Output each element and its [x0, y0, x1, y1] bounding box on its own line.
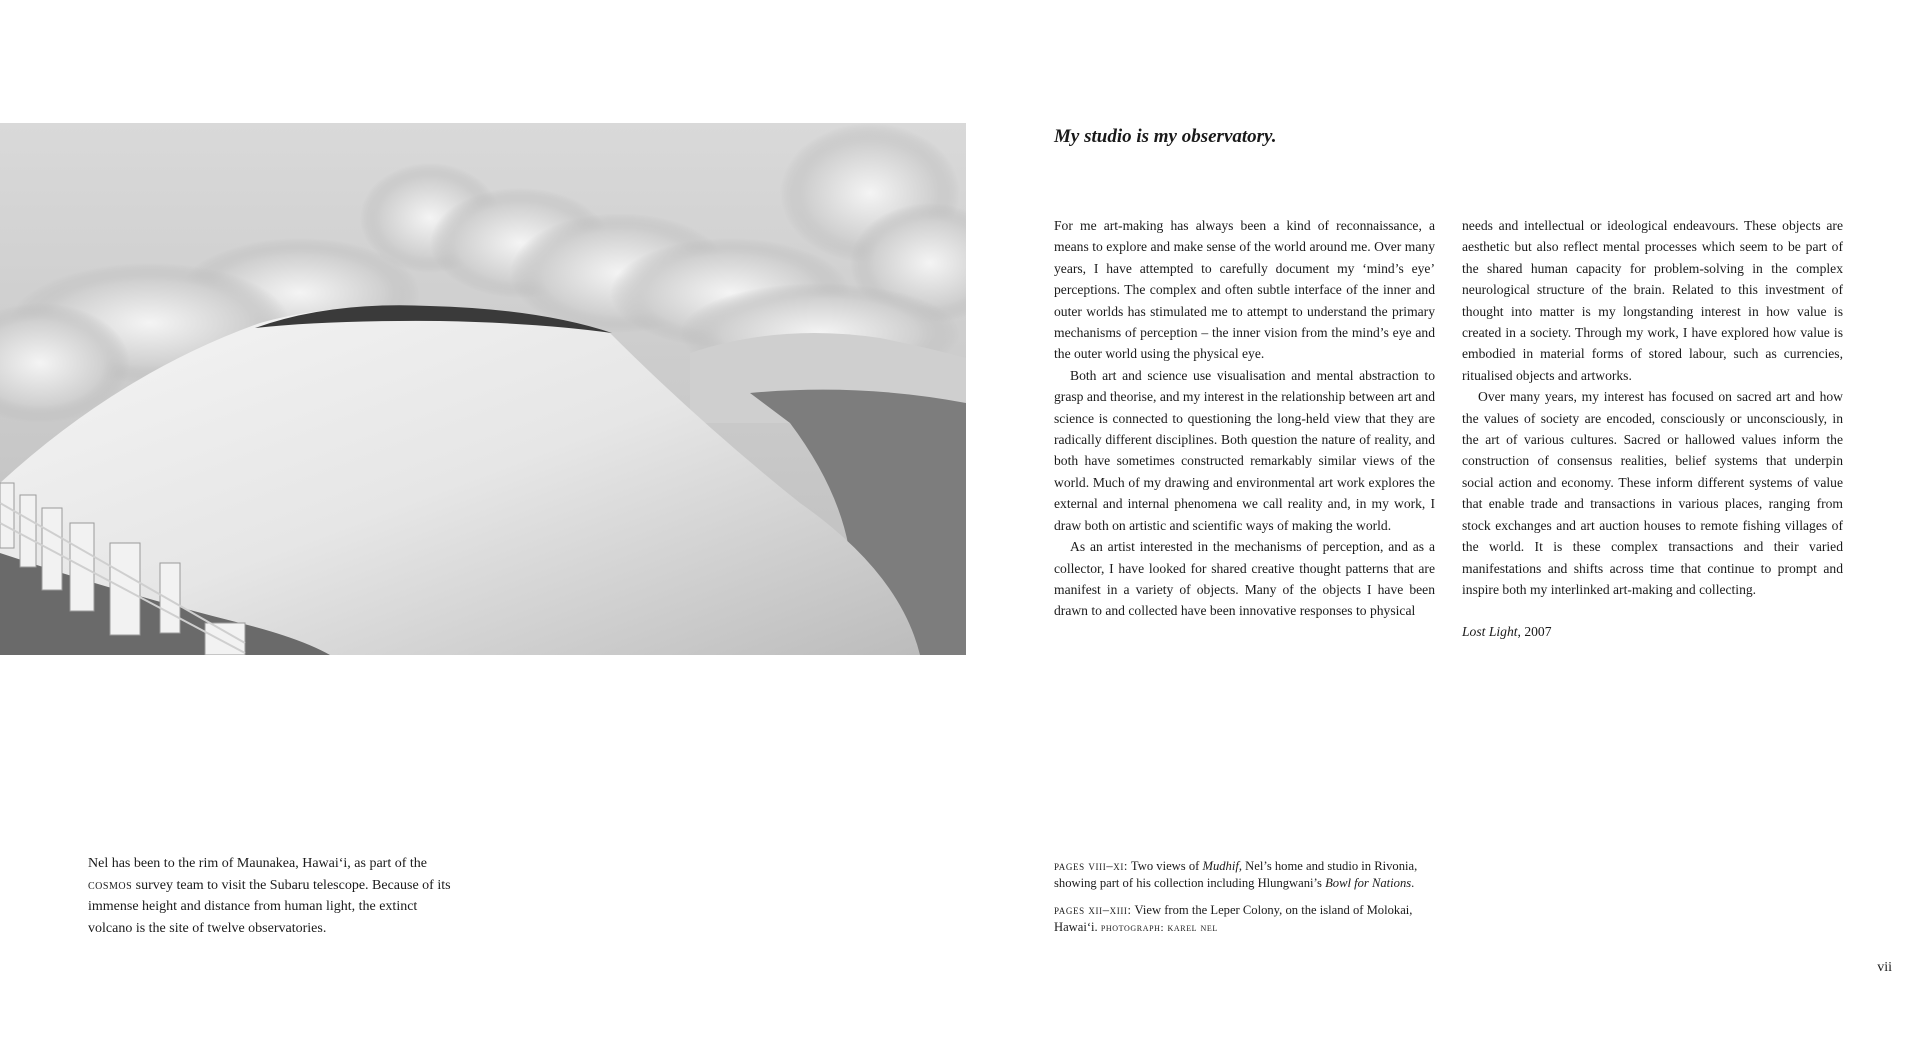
- essay-column-1: [1054, 215, 1435, 622]
- caption-ref: pages viii–xi:: [1054, 859, 1129, 873]
- caption-text: View from the Leper Colony, on the island of Molokai, Hawai‘i.: [1054, 903, 1413, 934]
- caption-rest: survey team to visit the Subaru telescope. Because of its immense height and distance from human light, the extinct volcano is the site of twelve observatories.: [88, 877, 451, 936]
- cosmos-term: cosmos: [88, 877, 133, 893]
- photo-illustration: [0, 123, 966, 655]
- source-year: , 2007: [1517, 624, 1552, 640]
- caption-text: , Nel’s home and studio in Rivonia, showing part of his collection including Hlungwani’s: [1054, 859, 1418, 890]
- paragraph: Over many years, my interest has focused on sacred art and how the values of society are encoded, consciously or unconsciously, in the art of various cultures. Sacred or hallowed values inform the construction of consensus realities, belief systems that underpin social action and economy. These inform different systems of value that enable trade and transactions in various places, ranging from stock exchanges and art auction houses to remote fishing villages of the world. It is these complex transactions and their varied manifestations and shifts across time that continue to prompt and inspire both my interlinked art-making and collecting.: [1462, 389, 1843, 597]
- caption-title: Mudhif: [1202, 859, 1239, 873]
- caption-text: Two views of: [1128, 859, 1203, 873]
- paragraph: For me art-making has always been a kind of reconnaissance, a means to explore and make sense of the world around me. Over many years, I have attempted to carefully document my ‘mind’s eye’ perceptions. The complex and often subtle interface of the inner and outer worlds has stimulated me to attempt to understand the primary mechanisms of perception – the inner vision from the mind’s eye and the outer world using the physical eye.: [1054, 218, 1435, 362]
- maunakea-photo: [0, 123, 966, 655]
- paragraph: As an artist interested in the mechanisms of perception, and as a collector, I have looked for shared creative thought patterns that are manifest in a variety of objects. Many of the objects I have been drawn to and collected have been innovative responses to physical: [1054, 539, 1435, 619]
- photo-credit: photograph: karel nel: [1100, 922, 1218, 934]
- page-number: vii: [1877, 960, 1892, 975]
- caption-ref: pages xii–xiii:: [1054, 903, 1132, 917]
- section-heading: My studio is my observatory.: [1054, 126, 1277, 147]
- paragraph: Both art and science use visualisation and mental abstraction to grasp and theorise, and my interest in the relationship between art and science is connected to questioning the long-held view that they are radically different disciplines. Both question the nature of reality, and both have sometimes constructed remarkably similar views of the world. Much of my drawing and environmental art work explores the external and internal phenomena we call reality and, in my work, I draw both on artistic and scientific ways of making the world.: [1054, 367, 1435, 533]
- essay-column-2: [1462, 215, 1843, 643]
- caption-title: Bowl for Nations: [1325, 876, 1412, 890]
- page-captions: [1054, 858, 1434, 947]
- caption-pages-xii-xiii: [1054, 902, 1434, 937]
- paragraph: needs and intellectual or ideological endeavours. These objects are aesthetic but also reflect mental processes which seem to be part of the shared human capacity for problem-solving in the complex neurological structure of the brain. Related to this investment of thought into matter is my longstanding interest in how value is created in a society. Through my work, I have explored how value is embodied in material forms of stored labour, such as currencies, ritualised objects and artworks.: [1462, 218, 1843, 383]
- caption-text: [88, 853, 460, 939]
- caption-end: .: [1411, 876, 1415, 890]
- source-citation: [1462, 621, 1843, 642]
- source-title: Lost Light: [1462, 624, 1518, 640]
- caption-pages-viii-xi: [1054, 858, 1434, 892]
- caption-start: Nel has been to the rim of Maunakea, Hawai‘i, as part of the: [88, 856, 427, 871]
- photo-caption: [88, 853, 460, 939]
